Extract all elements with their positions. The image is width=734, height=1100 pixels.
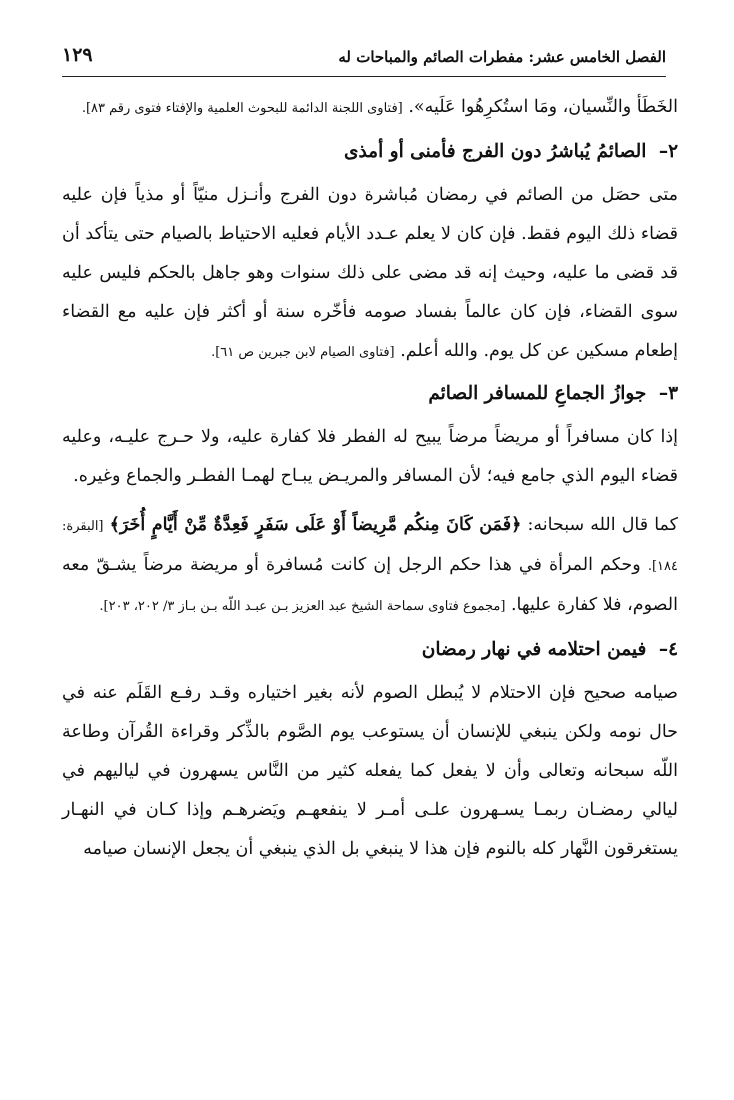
header-divider [62, 76, 666, 77]
section-4-body: صيامه صحيح فإن الاحتلام لا يُبطل الصوم لأنه بغير اختياره وقـد رفـع القَلَم عنه في حال نومه ولكن ينبغي للإنسان أن يستوعب يوم الصَّوم بالذِّكر وقراءة القُرآن وطاعة اللّه سبحانه وتعالى وأن لا يفعل كما يفعله كثير من النَّاس يسهرون في لياليهم في ليالي رمضـان ربمـا يسـهرون علـى أمـر لا ينفعهـم ويَضرهـم وإذا كـان في النهـار يستغرقون النَّهار كله بالنوم فإن هذا لا ينبغي بل الذي ينبغي أن يجعل الإنسان صيامه [62, 683, 678, 859]
section-3-number: ٣– [658, 383, 678, 404]
page-number: ١٢٩ [62, 44, 93, 66]
intro-reference: [فتاوى اللجنة الدائمة للبحوث العلمية والإفتاء فتوى رقم ٨٣]. [81, 101, 403, 116]
section-3-title: جوازُ الجماعِ للمسافر الصائم [428, 383, 647, 404]
section-4-paragraph [62, 674, 678, 869]
section-4-title: فيمن احتلامه في نهار رمضان [421, 639, 647, 660]
intro-paragraph [62, 88, 678, 128]
verse-reference: [البقرة: ١٨٤]. [62, 519, 678, 574]
quote-intro: كما قال الله سبحانه: [527, 515, 678, 535]
section-4-number: ٤– [658, 639, 678, 660]
section-2-body: متى حصَل من الصائم في رمضان مُباشرة دون الفرج وأنـزل منيّاً أو مذياً فإن عليه قضاء ذلك اليوم فقط. فإن كان لا يعلم عـدد الأيام فعليه الاحتياط بالصيام حتى يتأكد أن قد قضى ما عليه، وحيث إنه قد مضى على ذلك سنوات وهو جاهل بالحكم فليس عليه سوى القضاء، فإن كان عالماً بفساد صومه فأخّره سنة أو أكثر فإن عليه مع القضاء إطعام مسكين عن كل يوم. والله أعلم. [62, 185, 678, 361]
chapter-title: الفصل الخامس عشر: مفطرات الصائم والمباحات له [338, 48, 666, 66]
section-3-after-text: وحكم المرأة في هذا حكم الرجل إن كانت مُسافرة أو مريضة مرضاً يشـقّ معه الصوم، فلا كفارة عليها. [62, 555, 678, 615]
section-3-body: إذا كان مسافراً أو مريضاً مرضاً يبيح له الفطر فلا كفارة عليه، ولا حـرج عليـه، وعليه قضاء اليوم الذي جامع فيه؛ لأن المسافر والمريـض يبـاح لهمـا الفطـر والجماع وغيره. [62, 427, 678, 486]
section-2-number: ٢– [658, 141, 678, 162]
running-header [62, 40, 666, 74]
section-2-title: الصائمُ يُباشرُ دون الفرج فأمنى أو أمذى [343, 141, 647, 162]
section-2-reference: [فتاوى الصيام لابن جبرين ص ٦١]. [211, 345, 395, 360]
section-3-paragraph [62, 418, 678, 496]
section-3-heading [62, 376, 678, 412]
quran-verse: ﴿فَمَن كَانَ مِنكُم مَّرِيضاً أَوْ عَلَى سَفَرٍ فَعِدَّةٌ مِّنْ أَيَّامٍ أُخَرَ﴾ [109, 515, 522, 535]
section-2-heading [62, 134, 678, 170]
intro-text: الخَطَأ والنِّسيان، ومَا استُكرِهُوا عَلَيه». [408, 97, 678, 117]
section-3-reference: [مجموع فتاوى سماحة الشيخ عبد العزيز بـن عبـد اللّه بـن بـاز ٣/ ٢٠٢، ٢٠٣]. [99, 599, 506, 614]
page-body [62, 88, 678, 869]
section-4-heading [62, 632, 678, 668]
section-3-quote-paragraph [62, 506, 678, 626]
section-2-paragraph [62, 176, 678, 372]
